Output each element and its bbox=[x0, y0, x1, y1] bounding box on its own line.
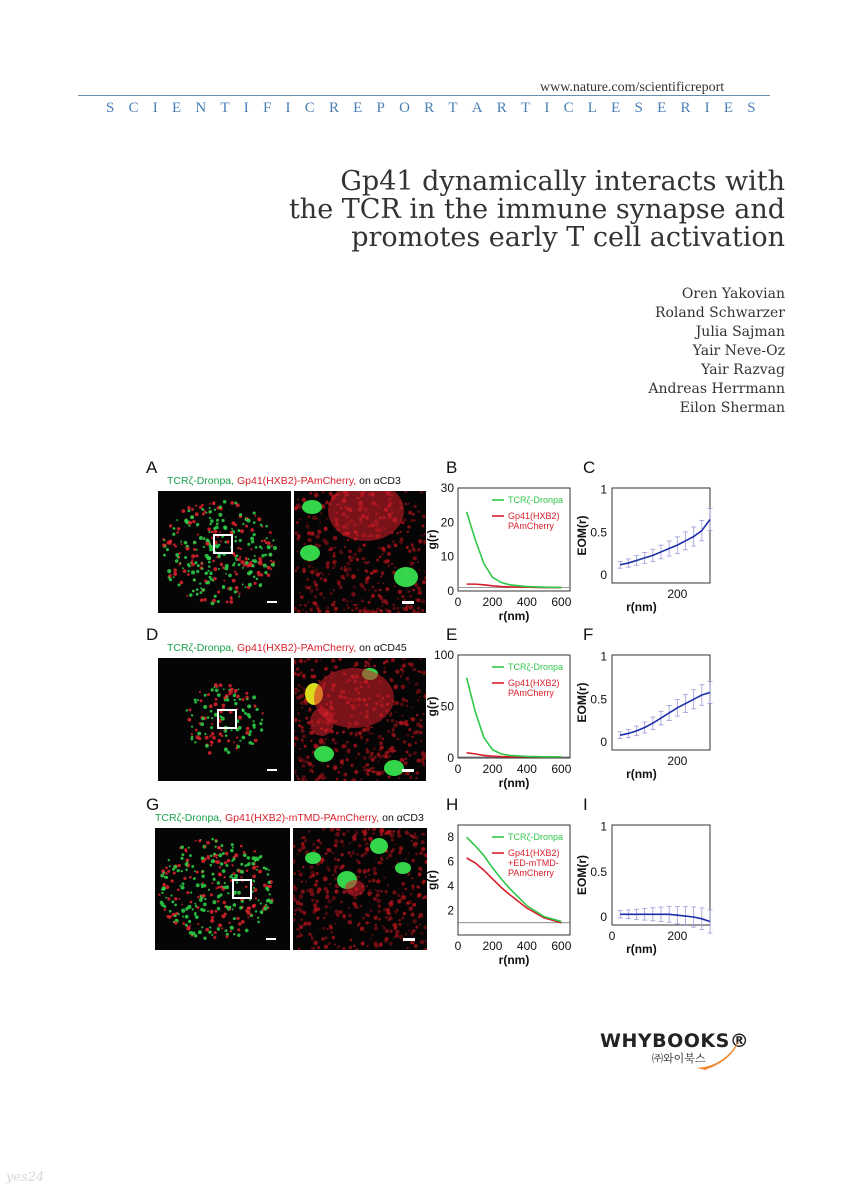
panel-letter: E bbox=[446, 625, 458, 644]
series-letter: E bbox=[657, 100, 667, 116]
title-line-1: Gp41 dynamically interacts with bbox=[340, 166, 785, 197]
caption-condition: on αCD3 bbox=[359, 475, 401, 487]
author: Yair Razvag bbox=[701, 362, 785, 378]
series-letter: I bbox=[704, 100, 710, 116]
x-axis-label: r(nm) bbox=[626, 767, 657, 781]
eom-plot-svg bbox=[575, 649, 710, 781]
series-letter: I bbox=[152, 100, 158, 116]
series-letter: R bbox=[680, 100, 691, 116]
caption-red: Gp41(HXB2)-mTMD-PAmCherry, bbox=[224, 812, 380, 824]
legend-label: PAmCherry bbox=[508, 868, 554, 878]
x-axis-label: r(nm) bbox=[626, 942, 657, 956]
g-plot bbox=[425, 825, 572, 967]
y-tick-label: 0.5 bbox=[590, 864, 607, 879]
watermark: yes24 bbox=[6, 1170, 45, 1185]
y-tick-label: 0 bbox=[600, 568, 607, 582]
y-axis-label: EOM(r) bbox=[575, 682, 589, 723]
series-banner bbox=[106, 100, 756, 117]
x-tick-label: 0 bbox=[454, 595, 462, 609]
y-axis-label: g(r) bbox=[425, 870, 439, 890]
x-tick-label: 200 bbox=[667, 587, 688, 601]
y-tick-label: 6 bbox=[447, 854, 454, 869]
swoosh-icon bbox=[695, 1036, 743, 1070]
y-axis-label: g(r) bbox=[425, 529, 439, 550]
y-tick-label: 0 bbox=[600, 735, 607, 749]
x-tick-label: 200 bbox=[667, 754, 688, 768]
series-letter: E bbox=[171, 100, 182, 116]
legend-label: +ED-mTMD- bbox=[508, 858, 559, 868]
caption-green: TCRζ-Dronpa, bbox=[155, 812, 223, 824]
x-tick-label: 0 bbox=[608, 929, 616, 943]
author: Eilon Sherman bbox=[679, 400, 785, 416]
series-letter: L bbox=[587, 100, 597, 116]
series-letter: E bbox=[353, 100, 363, 116]
cell-micrograph bbox=[158, 491, 291, 613]
y-tick-label: 4 bbox=[447, 879, 454, 894]
y-tick-label: 10 bbox=[440, 549, 454, 564]
publisher-name: WHYBOOKS® bbox=[600, 1030, 750, 1052]
x-axis-label: r(nm) bbox=[498, 776, 530, 790]
y-tick-label: 30 bbox=[440, 481, 454, 495]
series-letter: I bbox=[285, 100, 291, 116]
author: Julia Sajman bbox=[695, 324, 785, 340]
series-letter: R bbox=[424, 100, 435, 116]
y-axis-label: g(r) bbox=[425, 696, 439, 717]
x-tick-label: 600 bbox=[551, 939, 572, 953]
x-tick-label: 200 bbox=[482, 939, 503, 953]
series-line bbox=[620, 519, 710, 564]
g-plot-svg bbox=[425, 481, 572, 623]
y-axis-label: EOM(r) bbox=[575, 515, 589, 556]
caption-green: TCRζ-Dronpa, bbox=[167, 475, 235, 487]
y-tick-label: 2 bbox=[447, 903, 454, 918]
panel-letter: H bbox=[446, 795, 459, 814]
cell-image bbox=[155, 828, 290, 950]
y-tick-label: 100 bbox=[433, 648, 454, 662]
x-tick-label: 400 bbox=[516, 762, 537, 776]
series-letter: R bbox=[496, 100, 507, 116]
series-letter: C bbox=[128, 100, 139, 116]
cell-image bbox=[158, 491, 291, 613]
caption-green: TCRζ-Dronpa, bbox=[167, 642, 235, 654]
x-tick-label: 0 bbox=[454, 939, 462, 953]
legend-label: Gp41(HXB2) bbox=[508, 511, 560, 521]
cell-micrograph bbox=[158, 658, 291, 781]
eom-plot-svg bbox=[575, 819, 710, 956]
zoom-image bbox=[294, 658, 426, 781]
y-tick-label: 50 bbox=[440, 699, 454, 714]
y-tick-label: 0.5 bbox=[590, 525, 607, 540]
journal-url: www.nature.com/scientificreport bbox=[540, 80, 725, 95]
cell-micrograph bbox=[155, 828, 290, 950]
series-letter: T bbox=[220, 100, 230, 116]
series-letter: I bbox=[544, 100, 550, 116]
series-line bbox=[620, 914, 710, 921]
g-plot bbox=[425, 648, 572, 790]
image-caption bbox=[167, 475, 401, 487]
y-axis-label: EOM(r) bbox=[575, 855, 589, 895]
x-tick-label: 400 bbox=[516, 939, 537, 953]
eom-plot bbox=[575, 819, 710, 956]
y-tick-label: 8 bbox=[447, 830, 454, 845]
legend-label: PAmCherry bbox=[508, 521, 554, 531]
legend-label: Gp41(HXB2) bbox=[508, 848, 560, 858]
caption-red: Gp41(HXB2)-PAmCherry, bbox=[236, 642, 357, 654]
zoom-micrograph bbox=[293, 828, 427, 950]
eom-plot bbox=[575, 649, 710, 781]
image-caption bbox=[155, 812, 424, 824]
publisher-logo bbox=[600, 1030, 750, 1065]
series-letter: P bbox=[376, 100, 385, 116]
series-letter: E bbox=[611, 100, 621, 116]
g-plot-svg bbox=[425, 825, 572, 967]
zoom-micrograph bbox=[294, 658, 426, 781]
author: Roland Schwarzer bbox=[654, 305, 785, 321]
x-tick-label: 0 bbox=[454, 762, 462, 776]
y-tick-label: 20 bbox=[440, 515, 454, 530]
series-line bbox=[620, 692, 710, 735]
image-caption bbox=[167, 642, 407, 654]
panel-letter: I bbox=[583, 795, 588, 814]
panel-letter: D bbox=[146, 625, 159, 644]
plot-frame bbox=[612, 655, 710, 750]
series-letter: S bbox=[634, 100, 643, 116]
title-line-2: the TCR in the immune synapse and bbox=[288, 194, 785, 225]
caption-condition: on αCD45 bbox=[359, 642, 407, 654]
x-tick-label: 400 bbox=[516, 595, 537, 609]
series-letter: I bbox=[243, 100, 249, 116]
x-tick-label: 200 bbox=[482, 595, 503, 609]
panel-letter: G bbox=[146, 795, 160, 814]
series-letter: R bbox=[328, 100, 339, 116]
legend-label: TCRζ-Dronpa bbox=[508, 495, 563, 505]
panel-letter: A bbox=[146, 458, 158, 477]
title-line-3: promotes early T cell activation bbox=[351, 222, 785, 253]
series-letter: S bbox=[106, 100, 115, 116]
zoom-micrograph bbox=[294, 491, 426, 613]
legend-label: Gp41(HXB2) bbox=[508, 678, 560, 688]
panel-letter: F bbox=[583, 625, 594, 644]
x-axis-label: r(nm) bbox=[498, 953, 530, 967]
series-letter: C bbox=[304, 100, 315, 116]
y-tick-label: 0.5 bbox=[590, 692, 607, 707]
panel-letter: B bbox=[446, 458, 458, 477]
series-letter: C bbox=[563, 100, 574, 116]
legend-label: PAmCherry bbox=[508, 688, 554, 698]
x-tick-label: 200 bbox=[667, 929, 688, 943]
y-tick-label: 0 bbox=[600, 910, 607, 924]
series-letter: T bbox=[448, 100, 458, 116]
series-letter: F bbox=[262, 100, 272, 116]
x-axis-label: r(nm) bbox=[626, 600, 657, 614]
y-tick-label: 1 bbox=[600, 819, 607, 834]
author: Yair Neve-Oz bbox=[692, 343, 785, 359]
caption-red: Gp41(HXB2)-PAmCherry, bbox=[236, 475, 357, 487]
g-plot bbox=[425, 481, 572, 623]
publisher-korean: ㈜와이북스 bbox=[652, 1052, 706, 1065]
y-tick-label: 1 bbox=[600, 482, 607, 497]
series-letter: E bbox=[723, 100, 734, 116]
y-tick-label: 1 bbox=[600, 649, 607, 664]
x-tick-label: 600 bbox=[551, 595, 572, 609]
y-tick-label: 0 bbox=[447, 751, 454, 765]
eom-plot-svg bbox=[575, 482, 710, 614]
panel-letter: C bbox=[583, 458, 596, 477]
header-rule bbox=[78, 95, 770, 96]
author: Oren Yakovian bbox=[681, 286, 785, 302]
series-letter: N bbox=[195, 100, 207, 116]
x-axis-label: r(nm) bbox=[498, 609, 530, 623]
series-letter: T bbox=[520, 100, 531, 116]
g-plot-svg bbox=[425, 648, 572, 790]
article-title bbox=[225, 168, 785, 252]
author-list bbox=[648, 285, 785, 418]
series-letter: O bbox=[399, 100, 410, 116]
x-tick-label: 600 bbox=[551, 762, 572, 776]
zoom-image bbox=[293, 828, 427, 950]
cell-image bbox=[158, 658, 291, 781]
eom-plot bbox=[575, 482, 710, 614]
caption-condition: on αCD3 bbox=[382, 812, 424, 824]
x-tick-label: 200 bbox=[482, 762, 503, 776]
y-tick-label: 0 bbox=[447, 584, 454, 598]
author: Andreas Herrmann bbox=[648, 381, 785, 397]
legend-label: TCRζ-Dronpa bbox=[508, 832, 563, 842]
series-letter: A bbox=[471, 100, 483, 116]
legend-label: TCRζ-Dronpa bbox=[508, 662, 563, 672]
zoom-image bbox=[294, 491, 426, 613]
series-letter: S bbox=[747, 100, 756, 116]
